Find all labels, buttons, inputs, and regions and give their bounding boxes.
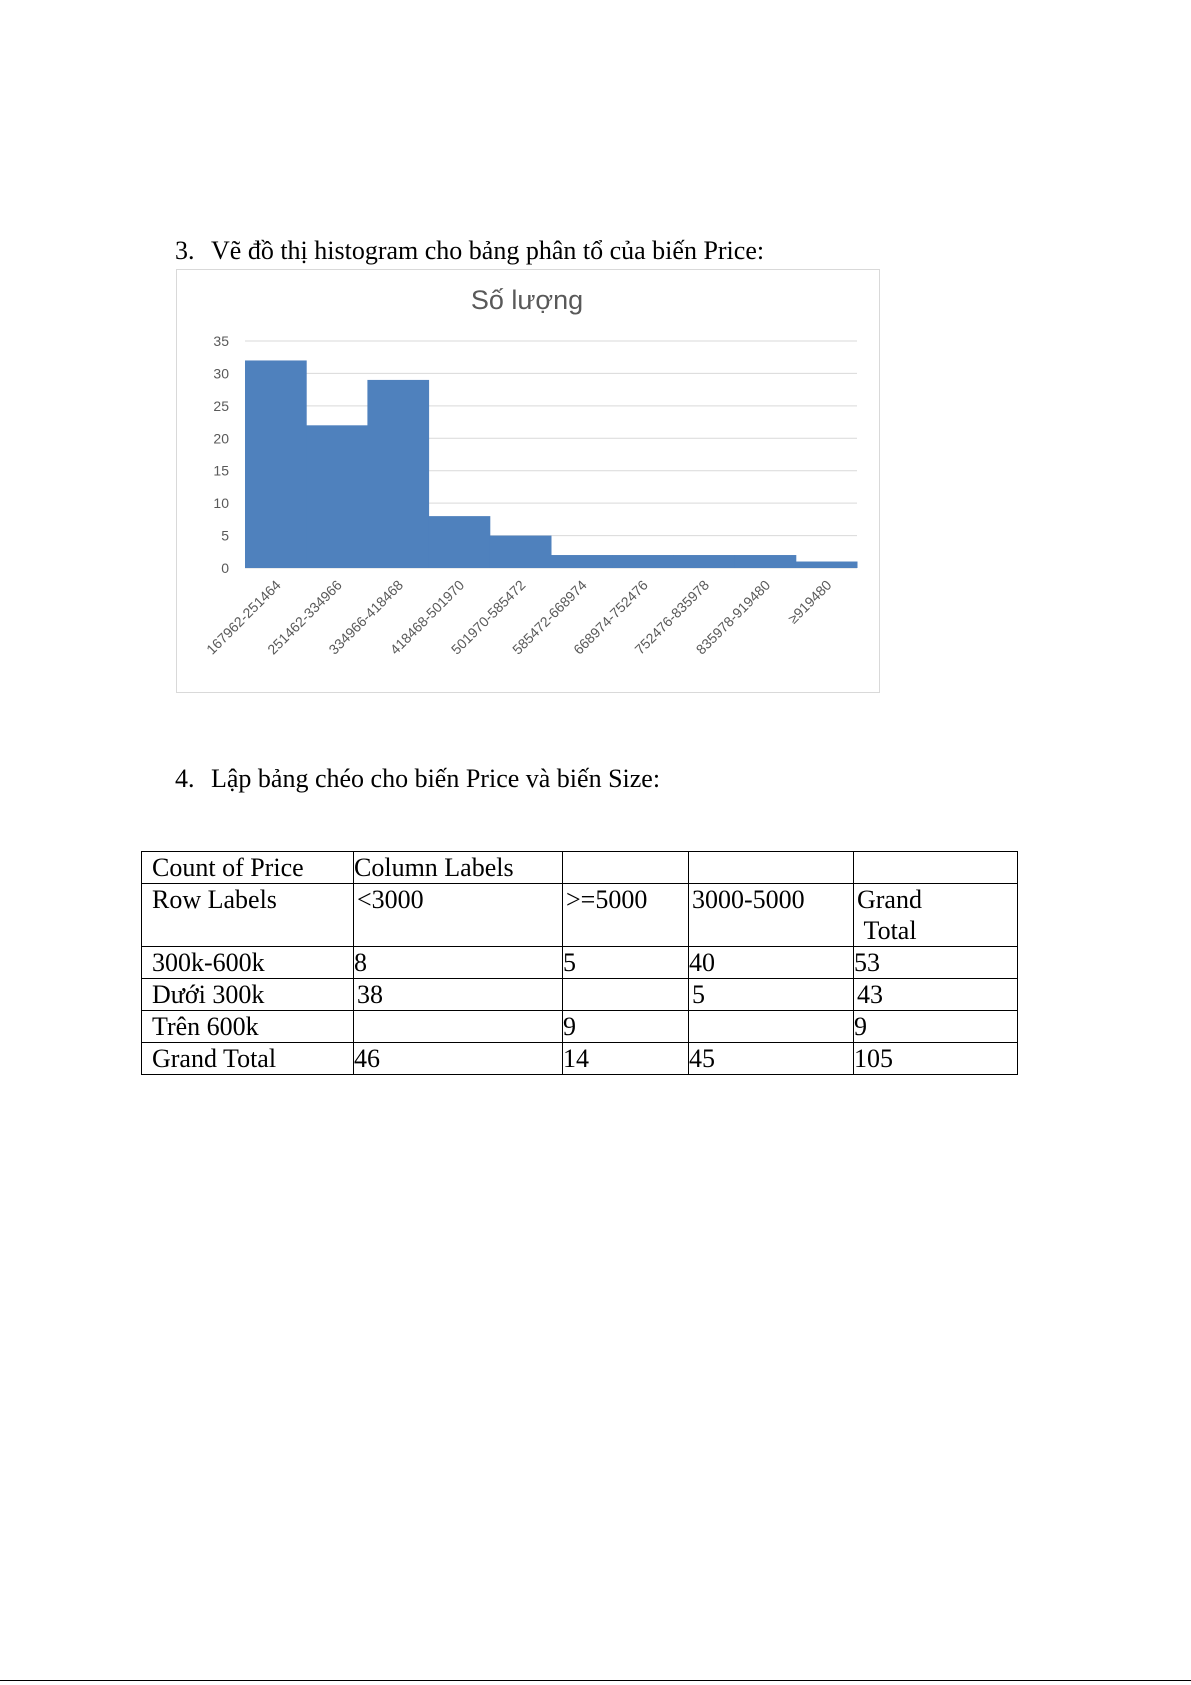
column-labels-cell: Column Labels bbox=[354, 852, 563, 884]
y-tick-label: 0 bbox=[221, 560, 229, 576]
table-row bbox=[142, 979, 1018, 1011]
x-tick-label: 501970-585472 bbox=[447, 576, 529, 658]
table-cell: 5 bbox=[689, 979, 854, 1011]
column-header-3000-5000: 3000-5000 bbox=[689, 884, 854, 947]
histogram-svg bbox=[177, 270, 881, 694]
table-cell: 40 bbox=[689, 947, 854, 979]
table-cell: 53 bbox=[854, 947, 1018, 979]
grand-total-header-line1: Grand bbox=[857, 885, 922, 914]
empty-header-cell bbox=[854, 852, 1018, 884]
table-cell: 9 bbox=[854, 1011, 1018, 1043]
histogram-bar bbox=[490, 536, 552, 568]
table-cell bbox=[354, 1011, 563, 1043]
y-tick-label: 20 bbox=[213, 430, 229, 447]
table-cell: 105 bbox=[854, 1043, 1018, 1075]
table-row bbox=[142, 1011, 1018, 1043]
section-3-heading bbox=[175, 236, 764, 266]
table-row bbox=[142, 947, 1018, 979]
crosstab-header-row-1 bbox=[142, 852, 1018, 884]
table-row bbox=[142, 1043, 1018, 1075]
section-4-heading bbox=[175, 764, 660, 794]
table-cell: 5 bbox=[563, 947, 689, 979]
y-tick-label: 15 bbox=[213, 462, 229, 479]
x-tick-label: 251462-334966 bbox=[264, 576, 345, 658]
y-tick-label: 25 bbox=[213, 397, 229, 414]
y-tick-label: 10 bbox=[213, 495, 229, 512]
x-tick-label: 752476-835978 bbox=[631, 576, 713, 658]
grand-total-header-line2: Total bbox=[863, 916, 917, 945]
table-cell: 46 bbox=[354, 1043, 563, 1075]
row-label: 300k-600k bbox=[142, 947, 354, 979]
histogram-bar bbox=[429, 516, 491, 568]
row-label: Dưới 300k bbox=[142, 979, 354, 1011]
y-tick-label: 30 bbox=[213, 365, 229, 382]
table-cell: 8 bbox=[354, 947, 563, 979]
x-tick-label: 668974-752476 bbox=[570, 576, 651, 658]
histogram-bar bbox=[612, 555, 674, 568]
section-3-text: Vẽ đồ thị histogram cho bảng phân tổ của biến Price: bbox=[211, 236, 765, 265]
histogram-bar bbox=[245, 360, 307, 568]
crosstab-header-row-2 bbox=[142, 884, 1018, 947]
histogram-bar bbox=[551, 555, 613, 568]
grand-total-header bbox=[854, 884, 1018, 947]
y-tick-label: 5 bbox=[221, 527, 229, 544]
histogram-bar bbox=[796, 562, 858, 568]
column-header-ge5000: >=5000 bbox=[563, 884, 689, 947]
crosstab-table bbox=[141, 851, 1018, 1075]
row-labels-cell: Row Labels bbox=[142, 884, 354, 947]
empty-header-cell bbox=[563, 852, 689, 884]
table-cell: 38 bbox=[354, 979, 563, 1011]
table-cell: 14 bbox=[563, 1043, 689, 1075]
histogram-chart bbox=[176, 269, 880, 693]
histogram-bar bbox=[673, 555, 735, 568]
histogram-bar bbox=[306, 425, 368, 568]
table-cell: 9 bbox=[563, 1011, 689, 1043]
section-4-text: Lập bảng chéo cho biến Price và biến Size: bbox=[211, 764, 661, 793]
histogram-bar bbox=[367, 380, 429, 568]
x-tick-label: 835978-919480 bbox=[692, 576, 774, 658]
y-tick-label: 35 bbox=[213, 333, 229, 349]
page-footer-rule bbox=[0, 1680, 1191, 1681]
histogram-bar bbox=[735, 555, 797, 568]
table-cell bbox=[563, 979, 689, 1011]
table-cell bbox=[689, 1011, 854, 1043]
row-label: Grand Total bbox=[142, 1043, 354, 1075]
x-tick-label: 167962-251464 bbox=[203, 576, 284, 658]
x-tick-label: 418468-501970 bbox=[386, 576, 468, 658]
x-tick-label: ≥919480 bbox=[784, 576, 835, 627]
section-3-number: 3. bbox=[175, 236, 195, 265]
x-tick-label: 585472-668974 bbox=[509, 576, 590, 658]
empty-header-cell bbox=[689, 852, 854, 884]
table-cell: 45 bbox=[689, 1043, 854, 1075]
section-4-number: 4. bbox=[175, 764, 195, 793]
row-label: Trên 600k bbox=[142, 1011, 354, 1043]
chart-title: Số lượng bbox=[470, 285, 584, 315]
table-cell: 43 bbox=[854, 979, 1018, 1011]
x-tick-label: 334966-418468 bbox=[325, 576, 407, 658]
corner-cell: Count of Price bbox=[142, 852, 354, 884]
column-header-lt3000: <3000 bbox=[354, 884, 563, 947]
